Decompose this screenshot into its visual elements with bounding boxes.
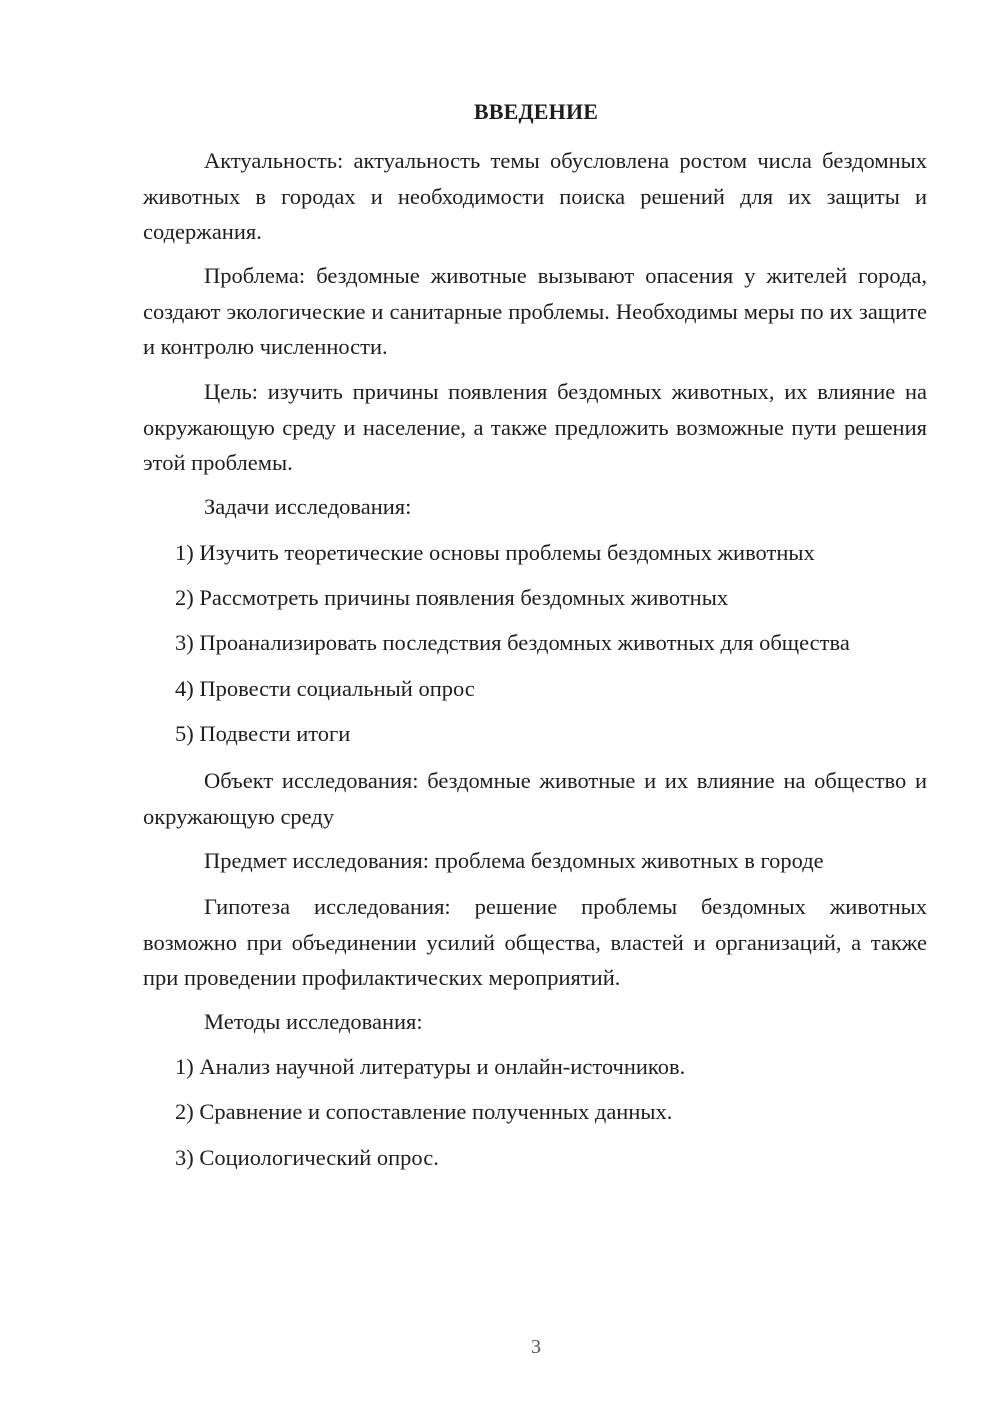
method-item: 1) Анализ научной литературы и онлайн-источников. bbox=[175, 1054, 686, 1079]
page-number: 3 bbox=[531, 1336, 541, 1358]
task-item: 4) Провести социальный опрос bbox=[175, 676, 475, 701]
goal-paragraph: Цель: изучить причины появления бездомных животных, их влияние на окружающую среду и население, а также предложить возможные пути решения этой проблемы. bbox=[143, 379, 927, 475]
relevance-paragraph: Актуальность: актуальность темы обусловлена ростом числа бездомных животных в городах и необходимости поиска решений для их защиты и содержания. bbox=[143, 148, 927, 244]
task-item: 5) Подвести итоги bbox=[175, 721, 351, 746]
methods-heading: Методы исследования: bbox=[204, 1009, 423, 1034]
problem-paragraph: Проблема: бездомные животные вызывают опасения у жителей города, создают экологические и санитарные проблемы. Необходимы меры по их защите и контролю численности. bbox=[143, 263, 927, 359]
task-item: 2) Рассмотреть причины появления бездомных животных bbox=[175, 585, 729, 610]
method-item: 2) Сравнение и сопоставление полученных данных. bbox=[175, 1099, 673, 1124]
hypothesis-paragraph: Гипотеза исследования: решение проблемы бездомных животных возможно при объединении усилий общества, властей и организаций, а также при проведении профилактических мероприятий. bbox=[143, 894, 927, 990]
task-item: 1) Изучить теоретические основы проблемы бездомных животных bbox=[175, 540, 815, 565]
tasks-heading: Задачи исследования: bbox=[204, 494, 412, 519]
task-item: 3) Проанализировать последствия бездомных животных для общества bbox=[175, 630, 850, 655]
subject-paragraph: Предмет исследования: проблема бездомных животных в городе bbox=[204, 848, 824, 873]
section-title: ВВЕДЕНИЕ bbox=[473, 99, 599, 124]
method-item: 3) Социологический опрос. bbox=[175, 1145, 439, 1170]
object-paragraph: Объект исследования: бездомные животные и их влияние на общество и окружающую среду bbox=[143, 768, 927, 829]
